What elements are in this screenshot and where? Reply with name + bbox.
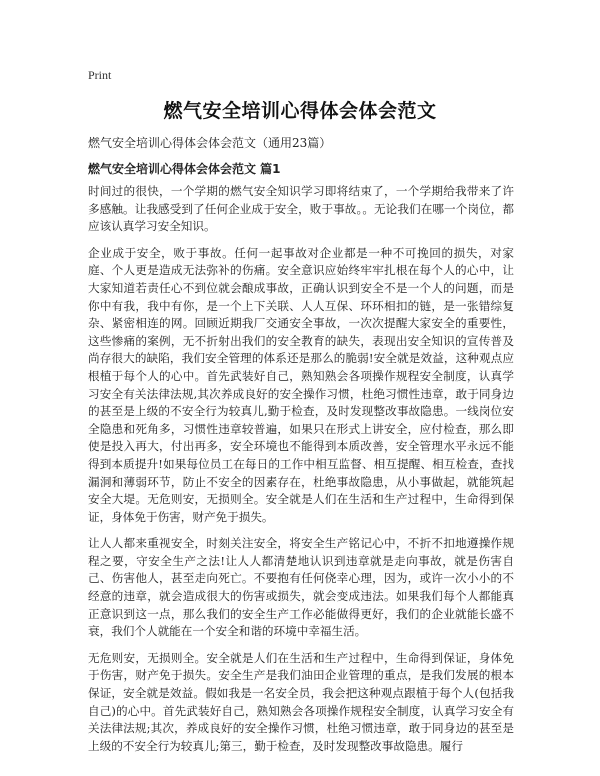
print-link[interactable]: Print bbox=[88, 68, 112, 82]
paragraph: 时间过的很快，一个学期的燃气安全知识学习即将结束了，一个学期给我带来了许多感触。让我感受到了任何企业成于安全，败于事故。。无论我们在哪一个岗位，都应该认真学习安全知识。 bbox=[88, 184, 514, 234]
document-title: 燃气安全培训心得体会体会范文 bbox=[163, 100, 437, 122]
section-heading: 燃气安全培训心得体会体会范文 篇1 bbox=[88, 162, 281, 176]
paragraph: 让人人都来重视安全，时刻关注安全，将安全生产铭记心中，不折不扣地遵操作规程之要，守安全生产之法!让人人都清楚地认识到违章就是走向事故，就是伤害自己、伤害他人，甚至走向死亡。不要抱有任何侥幸心理，因为，或许一次小小的不经意的违章，就会造成很大的伤害或损失，就会变成违法。如果我们每个人都能真正意识到这一点，那么我们的安全生产工作必能做得更好，我们的企业就能长盛不衰，我们个人就能在一个安全和谐的环境中幸福生活。 bbox=[88, 536, 514, 639]
paragraph: 企业成于安全，败于事故。任何一起事故对企业都是一种不可挽回的损失，对家庭、个人更是造成无法弥补的伤痛。安全意识应始终牢牢扎根在每个人的心中，让大家知道若责任心不到位就会酿成事故，正确认识到安全不是一个人的问题，而是你中有我，我中有你，是一个上下关联、人人互保、环环相扣的链，是一张错综复杂、紧密相连的网。回顾近期我厂交通安全事故，一次次提醒大家安全的重要性，这些惨痛的案例，无不折射出我们的安全教育的缺失，表现出安全知识的宣传普及尚存很大的缺陷，我们安全管理的体系还是那么的脆弱!安全就是效益，这种观点应根植于每个人的心中。首先武装好自己，熟知熟会各项操作规程安全制度，认真学习安全有关法律法规,其次养成良好的安全操作习惯，杜绝习惯性违章，敢于同身边的甚至是上级的不安全行为较真儿,勤于检查，及时发现整改事故隐患。一线岗位安全隐患和死角多，习惯性违章较普遍，如果只在形式上讲安全，应付检查，那么即使是投入再大，付出再多，安全环境也不能得到本质改善，安全管理水平永远不能得到本质提升!如果每位员工在每日的工作中相互监督、相互提醒、相互检查，查找漏洞和薄弱环节，防止不安全的因素存在，杜绝事故隐患，从小事做起，就能筑起安全大堤。无危则安，无损则全。安全就是人们在生活和生产过程中，生命得到保证，身体免于伤害，财产免于损失。 bbox=[88, 245, 514, 524]
document-subtitle: 燃气安全培训心得体会体会范文（通用23篇） bbox=[88, 136, 332, 150]
paragraph: 无危则安，无损则全。安全就是人们在生活和生产过程中，生命得到保证，身体免于伤害，财产免于损失。安全生产是我们油田企业管理的重点，是我们发展的根本保证，安全就是效益。假如我是一名安全员，我会把这种观点跟植于每个人(包括我自己)的心中。首先武装好自己，熟知熟会各项操作规程安全制度，认真学习安全有关法律法规;其次，养成良好的安全操作习惯，杜绝习惯违章，敢于同身边的甚至是上级的不安全行为较真儿;第三，勤于检查，及时发现整改事故隐患。履行 bbox=[88, 650, 514, 753]
document-body bbox=[88, 183, 514, 764]
